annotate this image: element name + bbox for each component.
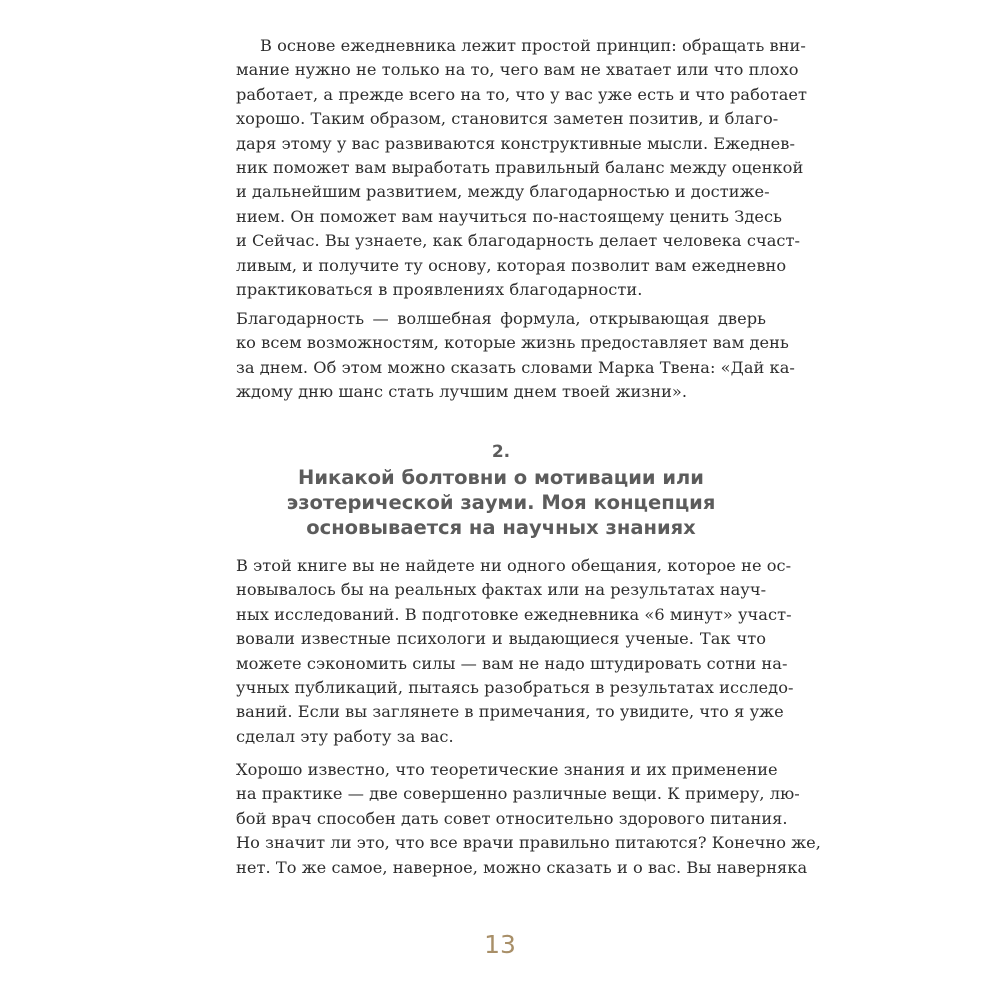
text-line: Но значит ли это, что все врачи правильно питаются? Конечно же, [236, 833, 821, 853]
page-number: 13 [484, 930, 516, 959]
paragraph-2 [236, 307, 795, 405]
text-line: новывалось бы на реальных фактах или на результатах науч- [236, 580, 767, 600]
text-line: ник поможет вам выработать правильный баланс между оценкой [236, 157, 804, 177]
paragraph-3 [236, 554, 794, 749]
text-line: ливым, и получите ту основу, которая позволит вам ежедневно [236, 255, 787, 275]
text-line: можете сэкономить силы — вам не надо штудировать сотни на- [236, 653, 788, 673]
text-line: и дальнейшим развитием, между благодарностью и достиже- [236, 182, 770, 202]
text-line: учных публикаций, пытаясь разобраться в результатах исследо- [236, 677, 794, 697]
text-line: В этой книге вы не найдете ни одного обещания, которое не ос- [236, 556, 792, 575]
text-line: практиковаться в проявлениях благодарности. [236, 279, 643, 299]
text-line: нием. Он поможет вам научиться по-настоящему ценить Здесь [236, 206, 782, 226]
text-line: работает, а прежде всего на то, что у вас уже есть и что работает [236, 84, 808, 104]
heading-line: эзотерической зауми. Моя концепция [286, 491, 716, 514]
section-number: 2. [491, 442, 511, 462]
text-line: и Сейчас. Вы узнаете, как благодарность делает человека счаст- [236, 231, 801, 251]
text-line: ко всем возможностям, которые жизнь предоставляет вам день [236, 333, 789, 353]
text-line: на практике — две совершенно различные вещи. К примеру, лю- [236, 784, 800, 804]
paragraph-1 [236, 34, 808, 302]
text-line: даря этому у вас развиваются конструктивные мысли. Ежеднев- [236, 133, 795, 153]
text-line: Благодарность — волшебная формула, открывающая дверь [236, 309, 766, 328]
heading-line: основывается на научных знаниях [306, 516, 696, 539]
heading-line: Никакой болтовни о мотивации или [298, 466, 704, 489]
text-line: ных исследований. В подготовке ежедневника «6 минут» участ- [236, 604, 792, 624]
text-line: Хорошо известно, что теоретические знания и их применение [236, 760, 778, 779]
text-line: нет. То же самое, наверное, можно сказать и о вас. Вы наверняка [236, 857, 808, 877]
text-line: ваний. Если вы заглянете в примечания, то увидите, что я уже [236, 702, 784, 722]
text-line: мание нужно не только на то, чего вам не хватает или что плохо [236, 60, 799, 80]
text-line: сделал эту работу за вас. [236, 726, 454, 746]
section-heading [236, 440, 766, 540]
text-line: вовали известные психологи и выдающиеся ученые. Так что [236, 629, 766, 649]
text-line: В основе ежедневника лежит простой принцип: обращать вни- [260, 36, 806, 55]
text-line: бой врач способен дать совет относительно здорового питания. [236, 808, 788, 828]
paragraph-4 [236, 758, 821, 880]
text-line: хорошо. Таким образом, становится заметен позитив, и благо- [236, 109, 779, 129]
text-line: за днем. Об этом можно сказать словами Марка Твена: «Дай ка- [236, 357, 795, 377]
text-line: ждому дню шанс стать лучшим днем твоей жизни». [236, 382, 688, 402]
